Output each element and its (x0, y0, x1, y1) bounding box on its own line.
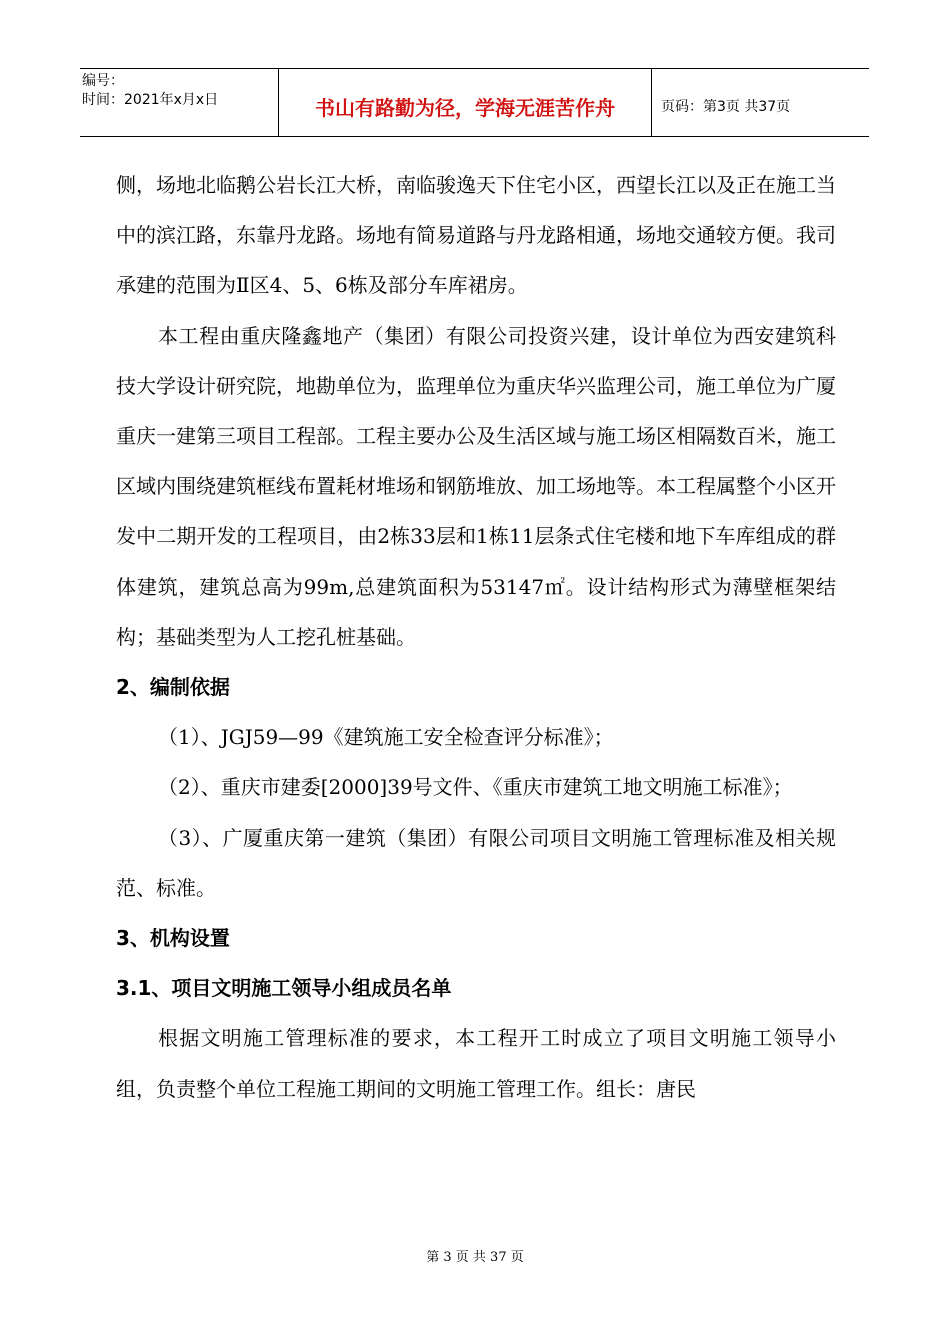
paragraph-project: 本工程由重庆隆鑫地产（集团）有限公司投资兴建，设计单位为西安建筑科技大学设计研究院，地勘单位为，监理单位为重庆华兴监理公司，施工单位为广厦重庆一建第三项目工程部。工程主要办公及生活区域与施工场区相隔数百米，施工区域内围绕建筑框线布置耗材堆场和钢筋堆放、加工场地等。本工程属整个小区开发中二期开发的工程项目，由2栋33层和1栋11层条式住宅楼和地下车库组成的群体建筑，建筑总高为99m,总建筑面积为53147㎡。设计结构形式为薄壁框架结构；基础类型为人工挖孔桩基础。 (116, 323, 836, 649)
header-page-info: 页码：第3页 共37页 (661, 98, 791, 115)
basis-item-1: （1）、JGJ59—99《建筑施工安全检查评分标准》； (158, 725, 614, 750)
document-body (116, 160, 836, 1114)
page-footer: 第 3 页 共 37 页 (426, 1250, 524, 1265)
paragraph-site: 侧，场地北临鹅公岩长江大桥，南临骏逸天下住宅小区，西望长江以及正在施工当中的滨江路，东靠丹龙路。场地有简易道路与丹龙路相通，场地交通较方便。我司承建的范围为Ⅱ区4、5、6栋及部分车库裙房。 (116, 173, 836, 298)
header-motto: 书山有路勤为径，学海无涯苦作舟 (279, 69, 652, 136)
time-label: 时间：2021年x月x日 (82, 92, 219, 108)
heading-organization: 3、机构设置 (116, 926, 230, 951)
page-header (80, 68, 869, 137)
basis-item-2: （2）、重庆市建委[2000]39号文件、《重庆市建筑工地文明施工标准》； (158, 775, 793, 800)
heading-leadership-group: 3.1、项目文明施工领导小组成员名单 (116, 976, 452, 1001)
basis-item-3: （3）、广厦重庆第一建筑（集团）有限公司项目文明施工管理标准及相关规范、标准。 (116, 825, 836, 900)
header-meta (80, 69, 279, 136)
number-label: 编号： (82, 73, 124, 89)
paragraph-leadership: 根据文明施工管理标准的要求，本工程开工时成立了项目文明施工领导小组，负责整个单位工程施工期间的文明施工管理工作。组长：唐民 (116, 1026, 836, 1101)
heading-basis: 2、编制依据 (116, 675, 230, 700)
